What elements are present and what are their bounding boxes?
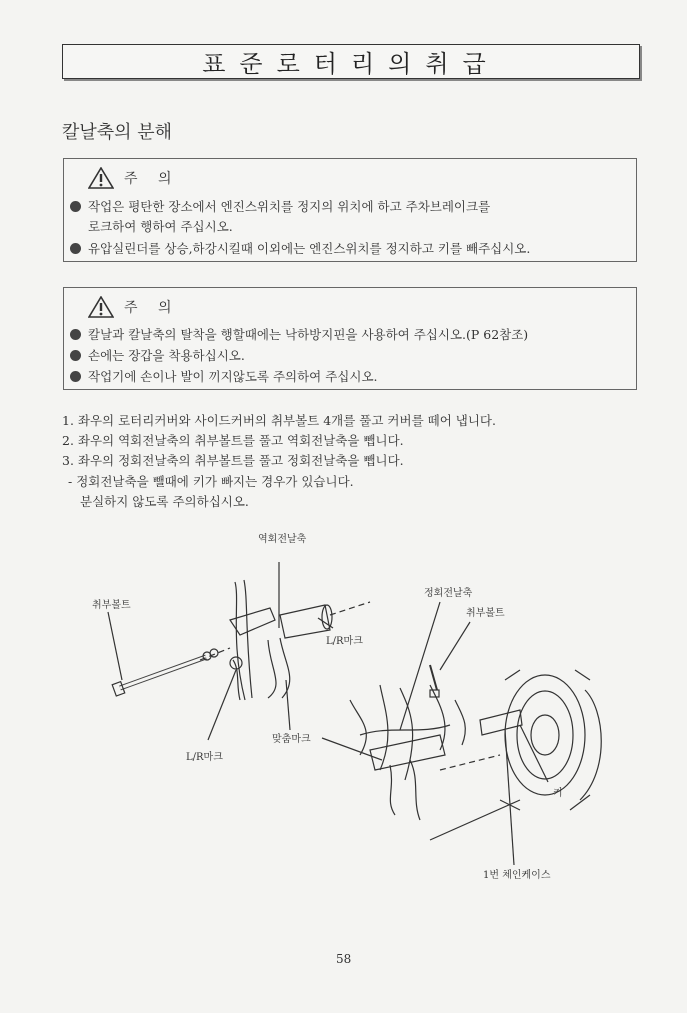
caution-heading-text: 주 의 <box>124 171 180 187</box>
label-reverse-shaft: 역회전날축 <box>258 534 307 545</box>
bullet-dot <box>70 371 81 382</box>
bullet-dot <box>70 329 81 340</box>
caution-heading-text: 주 의 <box>124 300 180 316</box>
page-number: 58 <box>336 952 352 966</box>
step-note: 분실하지 않도록 주의하십시오. <box>80 494 249 509</box>
caution-item <box>70 325 528 343</box>
caution-box-2 <box>63 287 637 390</box>
label-lr-mark-bottom: L/R마크 <box>186 752 223 763</box>
label-chain-case: 1번 체인케이스 <box>483 870 551 881</box>
caution-text: 작업기에 손이나 발이 끼지않도록 주의하여 주십시오. <box>88 369 378 384</box>
page-title: 표준로터리의취급 <box>202 50 500 78</box>
section-title: 칼날축의 분해 <box>62 122 173 143</box>
label-key: 키 <box>553 788 563 799</box>
bullet-dot <box>70 201 81 212</box>
label-mount-bolt-right: 취부볼트 <box>466 608 505 619</box>
label-mount-bolt-left: 취부볼트 <box>92 600 131 611</box>
step-line: 2. 좌우의 역회전날축의 취부볼트를 풀고 역회전날축을 뺍니다. <box>62 433 404 448</box>
step-line: 3. 좌우의 정회전날축의 취부볼트를 풀고 정회전날축을 뺍니다. <box>62 453 404 468</box>
label-lr-mark-top: L/R마크 <box>326 636 363 647</box>
caution-item <box>70 346 245 364</box>
caution-heading <box>88 296 180 318</box>
label-forward-shaft: 정회전날축 <box>424 588 473 599</box>
caution-item <box>70 197 490 215</box>
caution-text: 유압실린더를 상승,하강시킬때 이외에는 엔진스위치를 정지하고 키를 빼주십시오. <box>88 241 531 256</box>
label-alignment-mark: 맞춤마크 <box>272 734 311 745</box>
caution-heading <box>88 167 180 189</box>
caution-item <box>70 239 530 257</box>
caution-box-1 <box>63 158 637 262</box>
diagram-drawing <box>0 520 687 890</box>
caution-text: 손에는 장갑을 착용하십시오. <box>88 348 245 363</box>
caution-text: 칼날과 칼날축의 탈착을 행할때에는 낙하방지핀을 사용하여 주십시오.(P 62참조) <box>88 327 529 342</box>
warning-triangle-icon <box>88 167 114 189</box>
caution-item <box>70 367 378 385</box>
step-note: - 정회전날축을 뺄때에 키가 빠지는 경우가 있습니다. <box>68 474 354 489</box>
page-title-box <box>62 44 640 79</box>
caution-text-continued: 로크하여 행하여 주십시오. <box>88 219 233 234</box>
caution-text: 작업은 평탄한 장소에서 엔진스위치를 정지의 위치에 하고 주차브레이크를 <box>88 199 491 214</box>
disassembly-diagram <box>0 520 687 890</box>
bullet-dot <box>70 350 81 361</box>
warning-triangle-icon <box>88 296 114 318</box>
bullet-dot <box>70 243 81 254</box>
step-line: 1. 좌우의 로터리커버와 사이드커버의 취부볼트 4개를 풀고 커버를 떼어 냅니다. <box>62 413 496 428</box>
